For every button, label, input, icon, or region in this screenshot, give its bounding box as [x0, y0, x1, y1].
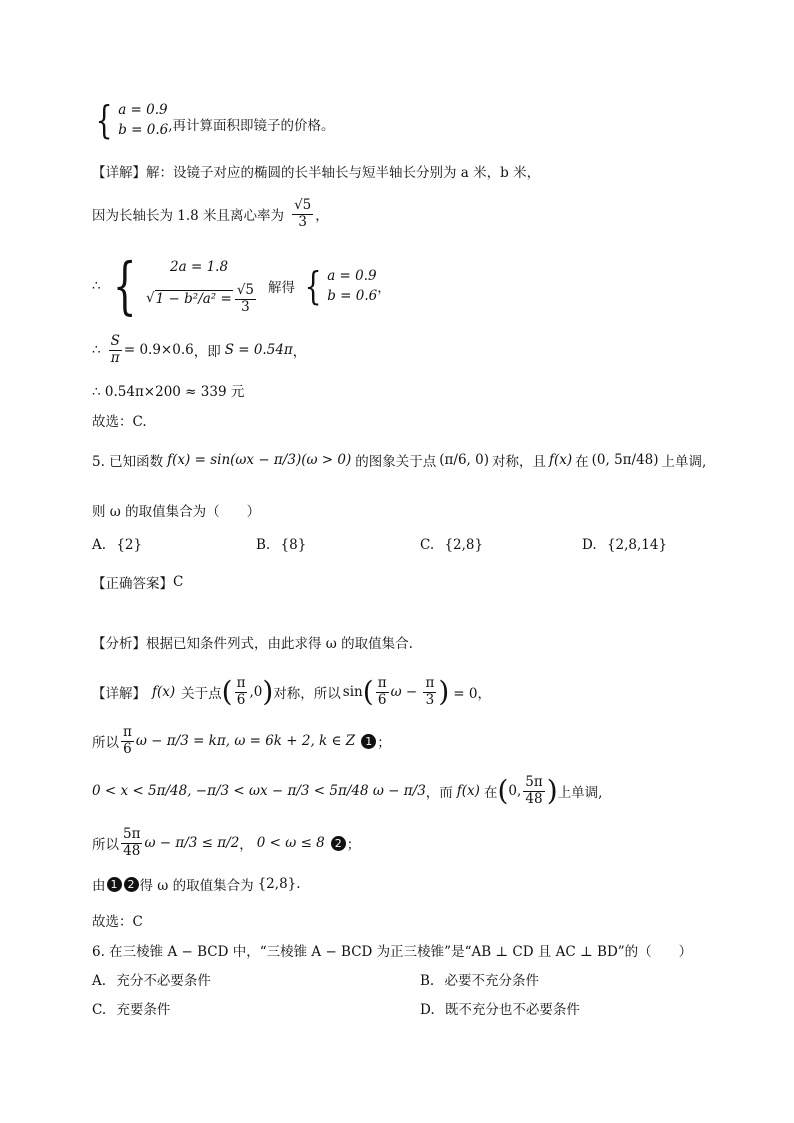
- q5-stem-a: 5. 已知函数: [92, 454, 164, 470]
- q5-fx: f(x): [548, 452, 573, 468]
- paren-open: (: [497, 774, 509, 808]
- option-value: 充要条件: [116, 1002, 171, 1018]
- therefore-symbol: ∴: [92, 342, 101, 359]
- option-label: C.: [420, 537, 435, 553]
- option-value: 既不充分也不必要条件: [444, 1002, 580, 1018]
- equation-1: 2a = 1.8: [170, 258, 229, 275]
- given-line: [92, 198, 329, 230]
- option-label: C.: [92, 1002, 107, 1018]
- q5-function: f(x) = sin(ωx − π/3)(ω > 0): [167, 452, 352, 468]
- q6-option-a[interactable]: [92, 969, 211, 989]
- question-5-line2: [92, 500, 260, 520]
- step4-b: 得 ω 的取值集合为: [139, 878, 254, 894]
- correct-label: 【正确答案】: [92, 576, 173, 592]
- system-equations: [146, 257, 258, 315]
- system-tail: ,再计算面积即镜子的价格。: [168, 118, 335, 134]
- step1-body: ω − π/3 = kπ, ω = 6k + 2, k ∈ Z: [135, 733, 356, 750]
- eq2-fraction: [235, 283, 256, 315]
- price-line: [92, 380, 244, 400]
- option-value: {2,8,14}: [606, 537, 668, 553]
- area-mid: ，即: [193, 344, 221, 361]
- brace: {: [95, 98, 113, 142]
- option-label: D.: [420, 1002, 435, 1018]
- q5-correct-answer: [92, 572, 183, 592]
- brace: {: [112, 249, 137, 322]
- equation-system: [92, 249, 391, 322]
- pi-over-6: $\frac{\pi}{6}$: [123, 724, 132, 757]
- circled-number: 2: [124, 877, 139, 892]
- result-b: b = 0.6: [327, 288, 378, 304]
- answer-4: [92, 410, 147, 430]
- equation-2: [146, 283, 258, 315]
- step4-a: 由: [92, 878, 106, 894]
- sqrt-expression: √ 1 − b²/a² =: [146, 290, 232, 308]
- system-values: [118, 100, 168, 140]
- q5-line2: 则 ω 的取值集合为（ ）: [92, 504, 261, 520]
- step2-fx: f(x): [456, 783, 480, 800]
- option-value: {2,8}: [444, 537, 484, 553]
- q5-stem-b: 的图象关于点: [355, 454, 437, 470]
- step3-body: ω − π/3 ≤ π/2: [144, 835, 240, 852]
- system-b: b = 0.6: [118, 122, 169, 138]
- radicand: 1 − b²/a² =: [155, 291, 232, 308]
- therefore-symbol: ∴: [92, 278, 101, 294]
- step-1: [92, 725, 391, 757]
- step4-set: {2,8}: [257, 876, 297, 892]
- answer-text: 故选：C.: [92, 414, 147, 430]
- option-label: D.: [582, 537, 597, 553]
- detail-label: 【详解】: [92, 165, 146, 181]
- pi-over-6: $\frac{\pi}{6}$: [377, 675, 387, 708]
- detail-text: 解：设镜子对应的椭圆的长半轴长与短半轴长分别为 a 米，b 米，: [146, 165, 541, 181]
- step3-tail: ；: [346, 837, 361, 854]
- fraction-denominator: 3: [298, 213, 307, 230]
- q6-option-b[interactable]: [420, 969, 539, 989]
- analysis-label: 【分析】: [92, 636, 146, 652]
- fraction-numerator: √5: [236, 281, 255, 298]
- detail2-d: = 0，: [453, 686, 491, 703]
- detail-line-1: [92, 161, 540, 181]
- step2-inequality: 0 < x < 5π/48, −π/3 < ωx − π/3 < 5π/48 ω − π/3: [92, 783, 426, 800]
- step1-tail: ；: [377, 735, 391, 752]
- pi-over-3: $\frac{\pi}{3}$: [425, 675, 435, 708]
- q6-stem: 6. 在三棱锥 A − BCD 中，“三棱锥 A − BCD 为正三棱锥”是“AB ⊥ CD 且 AC ⊥ BD”的（ ）: [92, 944, 693, 960]
- q5-option-b[interactable]: [256, 537, 306, 553]
- option-value: 充分不必要条件: [116, 973, 211, 989]
- area-result: S = 0.54π: [224, 342, 293, 359]
- detail2-b: 关于点: [181, 686, 222, 703]
- given-tail: ，: [315, 208, 329, 225]
- brace: {: [304, 264, 322, 308]
- q5-stem-d: 在: [575, 454, 589, 470]
- question-5-stem: [92, 450, 706, 470]
- circled-number: 1: [361, 734, 376, 749]
- five-pi-over-48: $\frac{5\pi}{48}$: [525, 774, 543, 807]
- result-a: a = 0.9: [327, 268, 377, 284]
- five-pi-over-48: $\frac{5\pi}{48}$: [123, 826, 141, 859]
- system-tail: ，: [377, 280, 391, 296]
- area-line: [92, 334, 306, 366]
- area-rhs: = 0.9×0.6: [123, 342, 194, 359]
- analysis-text: 根据已知条件列式，由此求得 ω 的取值集合.: [146, 636, 413, 652]
- paren-open: (: [221, 675, 233, 709]
- q6-option-d[interactable]: [420, 998, 580, 1018]
- q5-point: (π/6, 0): [439, 452, 489, 468]
- paren-open: (: [362, 675, 374, 709]
- q6-option-c[interactable]: [92, 998, 170, 1018]
- step-2: 0 < x < 5π/48, −π/3 < ωx − π/3 < 5π/48 ω − π/3 ，而 f(x) 在 ( 0, $\frac{5\pi}{48}$ ) 上单调,: [92, 774, 603, 808]
- option-value: 必要不充分条件: [444, 973, 540, 989]
- step3-result: 0 < ω ≤ 8: [256, 835, 325, 852]
- system-results: [327, 266, 377, 306]
- step3-mid: ，: [239, 837, 253, 854]
- q5-stem-c: 对称，且: [491, 454, 546, 470]
- step3-lead: 所以: [92, 837, 119, 854]
- pi-over-6: $\frac{\pi}{6}$: [236, 675, 246, 708]
- correct-value: C: [173, 574, 184, 590]
- system-a: a = 0.9: [118, 102, 168, 118]
- option-label: A.: [92, 973, 107, 989]
- answer-5: [92, 910, 143, 930]
- step2-d: 在: [483, 785, 498, 802]
- detail-label: 【详解】: [92, 686, 146, 703]
- paren-close: ): [546, 774, 558, 808]
- area-fraction: [109, 334, 122, 366]
- solve-label: 解得: [268, 280, 296, 296]
- price-text: ∴ 0.54π×200 ≈ 339 元: [92, 384, 245, 400]
- q5-interval: (0, 5π/48): [591, 452, 659, 468]
- q5-option-d[interactable]: [582, 537, 667, 553]
- q5-option-c[interactable]: [420, 537, 483, 553]
- detail2-fx: f(x): [152, 684, 176, 701]
- question-6-stem: [92, 940, 692, 960]
- area-tail: ，: [292, 344, 307, 361]
- fraction-numerator: S: [110, 333, 120, 349]
- option-value: {2}: [116, 537, 143, 553]
- step-4: [92, 874, 301, 894]
- detail2-c: 对称，所以: [273, 686, 341, 703]
- fraction-numerator: √5: [294, 197, 312, 213]
- step-3: [92, 827, 360, 859]
- detail-line-2: 【详解】 f(x) 关于点 ( $\frac{\pi}{6}$ ,0 ) 对称，所以 sin ( $\frac{\pi}{6}$ ω − $\frac{\pi}{3}$ ) = 0，: [92, 675, 491, 709]
- step4-tail: .: [296, 876, 301, 892]
- eccentricity-fraction: [292, 198, 313, 230]
- q5-option-a[interactable]: [92, 537, 142, 553]
- option-label: B.: [420, 973, 435, 989]
- step2-e: 上单调,: [557, 785, 603, 802]
- circled-number: 1: [107, 877, 122, 892]
- fraction-denominator: 3: [241, 298, 250, 315]
- q5-stem-e: 上单调,: [661, 454, 707, 470]
- option-label: A.: [92, 537, 107, 553]
- fraction-denominator: π: [110, 349, 120, 366]
- circled-number: 2: [331, 836, 346, 851]
- paren-close: ): [262, 675, 274, 709]
- step2-b: ，而: [425, 785, 453, 802]
- option-label: B.: [256, 537, 271, 553]
- step1-lead: 所以: [92, 735, 119, 752]
- analysis-line: [92, 632, 413, 652]
- given-text: 因为长轴长为 1.8 米且离心率为: [92, 208, 285, 225]
- paren-close: ): [438, 675, 450, 709]
- option-value: {8}: [280, 537, 307, 553]
- answer-text: 故选：C: [92, 914, 143, 930]
- solution-system-line: [92, 100, 335, 140]
